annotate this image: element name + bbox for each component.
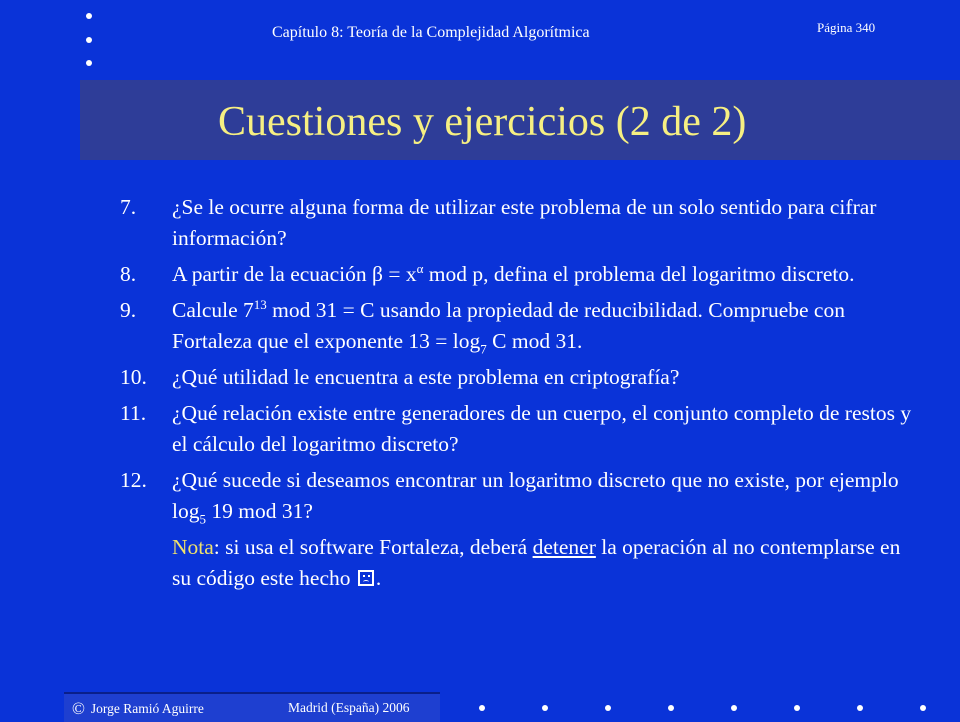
dot-icon — [794, 705, 800, 711]
item-text: ¿Se le ocurre alguna forma de utilizar este problema de un solo sentido para cifrar información? — [172, 195, 877, 250]
note — [172, 532, 920, 594]
text-part: A partir de la ecuación — [172, 262, 372, 286]
footer-author — [72, 699, 204, 719]
item-text — [172, 465, 920, 527]
list-item — [120, 362, 920, 393]
text-part: mod p, defina el problema del logaritmo discreto. — [423, 262, 855, 286]
dot-icon — [542, 705, 548, 711]
beta-symbol: β — [371, 262, 383, 286]
dot-icon — [86, 37, 92, 43]
item-text — [172, 259, 920, 290]
text-part: mod 31 = C usando la propiedad de reducibilidad. Compruebe con Fortaleza que el exponente 13 = log — [172, 298, 845, 353]
note-text: . — [375, 566, 382, 590]
item-number: 11. — [120, 401, 147, 425]
item-text — [172, 295, 920, 357]
note-text: la operación al no contemplarse en su código este hecho — [172, 535, 901, 590]
list-item — [120, 259, 920, 290]
note-label: Nota — [172, 535, 214, 559]
frown-face-icon — [358, 570, 374, 586]
slide-title: Cuestiones y ejercicios (2 de 2) — [218, 99, 747, 145]
chapter-header: Capítulo 8: Teoría de la Complejidad Algorítmica — [272, 24, 590, 41]
item-text: ¿Qué utilidad le encuentra a este problema en criptografía? — [172, 365, 680, 389]
text-part: Calcule 7 — [172, 298, 254, 322]
list-item — [120, 465, 920, 527]
list-item — [120, 192, 920, 254]
footer — [64, 692, 440, 722]
list-item — [120, 295, 920, 357]
item-text: ¿Qué relación existe entre generadores de un cuerpo, el conjunto completo de restos y el cálculo del logaritmo discreto? — [172, 401, 912, 456]
text-part: 19 mod 31? — [205, 499, 313, 523]
text-part: = x — [382, 262, 417, 286]
dot-icon — [86, 13, 92, 19]
log-base-subscript: 5 — [199, 511, 206, 527]
dot-icon — [605, 705, 611, 711]
item-number: 8. — [120, 262, 137, 286]
item-number: 10. — [120, 365, 147, 389]
author-name: Jorge Ramió Aguirre — [90, 701, 204, 716]
dot-icon — [920, 705, 926, 711]
alpha-superscript: α — [416, 260, 424, 276]
note-underlined-word: detener — [532, 535, 596, 559]
dot-icon — [479, 705, 485, 711]
text-part: ¿Qué sucede si deseamos encontrar un logaritmo discreto que no existe, por ejemplo log — [172, 468, 899, 523]
page-number: Página 340 — [817, 20, 876, 35]
copyright-symbol: © — [72, 699, 85, 718]
item-number: 12. — [120, 468, 147, 492]
item-number: 9. — [120, 298, 137, 322]
dot-icon — [668, 705, 674, 711]
question-list — [120, 192, 920, 594]
text-part: C mod 31. — [486, 329, 583, 353]
dot-icon — [857, 705, 863, 711]
item-number: 7. — [120, 195, 137, 219]
dot-icon — [86, 60, 92, 66]
exponent-superscript: 13 — [253, 296, 267, 312]
dot-icon — [731, 705, 737, 711]
list-item — [120, 398, 920, 460]
log-base-subscript: 7 — [480, 341, 487, 357]
title-bar — [80, 80, 960, 160]
note-text: : si usa el software Fortaleza, deberá — [213, 535, 533, 559]
footer-place-year: Madrid (España) 2006 — [288, 700, 410, 715]
